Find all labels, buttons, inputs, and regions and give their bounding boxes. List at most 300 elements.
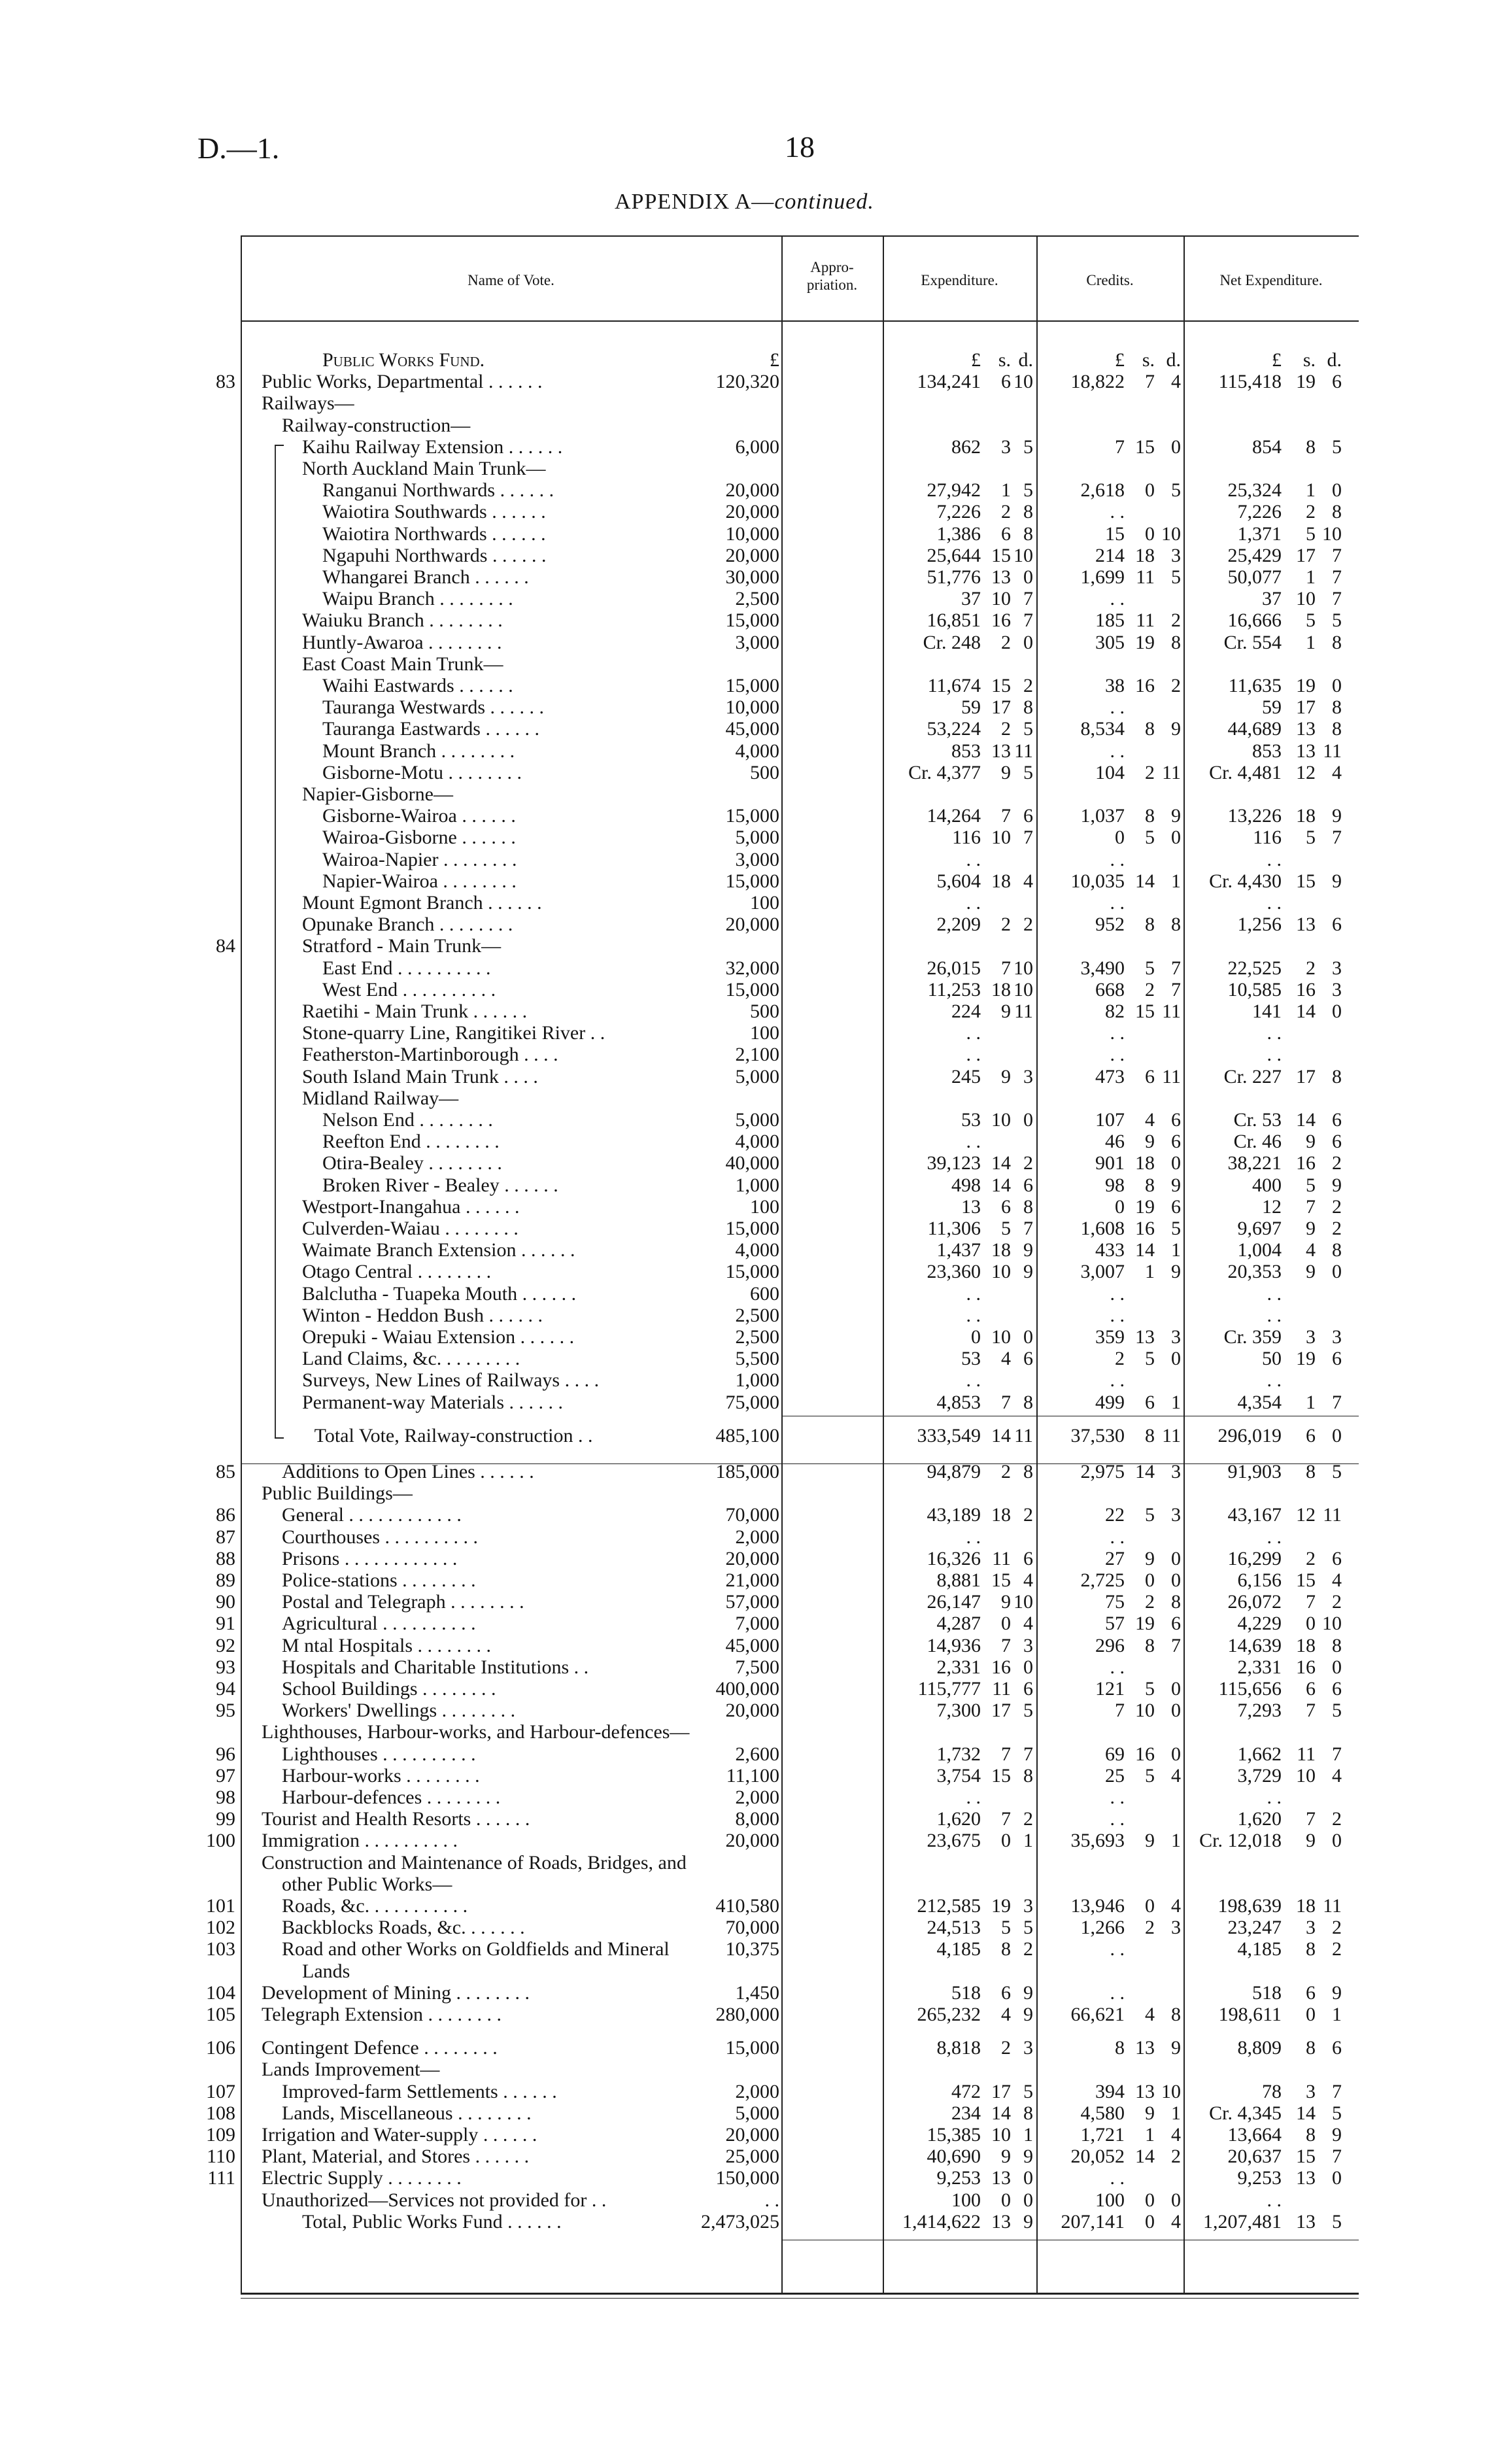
exp-d-value: 0 [1023,1326,1033,1348]
exp-s-value: 19 [991,1895,1011,1917]
approp-value: 485,100 [715,1425,779,1446]
net-value: 13,664 [1227,2124,1282,2146]
cred-s-value: 13 [1135,1326,1155,1348]
table-row [0,502,1498,522]
approp-value: 70,000 [725,1917,779,1938]
exp-s-value: 18 [991,979,1011,1001]
cred-d-value: 7 [1171,1635,1181,1656]
cred-d-value: 2 [1171,2146,1181,2167]
exp-value: . . [966,1787,981,1808]
cred-d-value: d. [1166,349,1181,371]
exp-d-value: 10 [1013,1591,1033,1613]
vote-name: Napier-Wairoa . . . . . . . . [322,870,517,892]
exp-value: 39,123 [927,1152,981,1174]
net-value: 7,226 [1237,501,1282,522]
cred-d-value: 8 [1171,914,1181,935]
table-row [0,762,1498,783]
approp-value: 57,000 [725,1591,779,1613]
cred-s-value: 4 [1145,1109,1155,1131]
net-d-value: 4 [1332,762,1342,783]
vote-name: Public Works, Departmental . . . . . . [262,371,543,392]
exp-d-value: 0 [1023,2189,1033,2211]
cred-value: 2,725 [1080,1569,1125,1591]
approp-value: 21,000 [725,1569,779,1591]
net-d-value: 6 [1332,1109,1342,1131]
exp-d-value: 10 [1013,979,1033,1001]
cred-s-value: 1 [1145,1261,1155,1282]
vote-name: Lighthouses, Harbour-works, and Harbour-defences— [262,1721,690,1743]
cred-value: 20,052 [1070,2146,1125,2167]
approp-value: 1,000 [735,1369,779,1391]
approp-value: 2,000 [735,1787,779,1808]
vote-name: Lands, Miscellaneous . . . . . . . . [282,2102,532,2124]
cred-d-value: 6 [1171,1196,1181,1218]
net-value: . . [1267,1526,1282,1548]
cred-s-value: 10 [1135,1700,1155,1721]
approp-value: 2,500 [735,1305,779,1326]
approp-value: 10,000 [725,523,779,545]
cred-value: 952 [1095,914,1125,935]
approp-value: 2,500 [735,588,779,609]
vote-name: Waimate Branch Extension . . . . . . [302,1239,575,1261]
table-row [0,1896,1498,1917]
net-d-value: d. [1327,349,1342,371]
cred-s-value: 13 [1135,2037,1155,2059]
exp-value: 4,287 [936,1613,981,1634]
col-header-appropriation [781,258,883,294]
net-s-value: 2 [1306,501,1316,522]
vote-name: Wairoa-Gisborne . . . . . . [322,827,516,848]
exp-d-value: 4 [1023,1569,1033,1591]
vote-name: East End . . . . . . . . . . [322,957,491,979]
vote-name: Huntly-Awaroa . . . . . . . . [302,632,502,653]
cred-s-value: 19 [1135,1613,1155,1634]
approp-value: 20,000 [725,1830,779,1851]
exp-value: 14,936 [927,1635,981,1656]
exp-value: 25,644 [927,545,981,566]
net-value: £ [1272,349,1282,371]
cred-value: 901 [1095,1152,1125,1174]
table-row [0,1327,1498,1348]
vote-name: Kaihu Railway Extension . . . . . . [302,436,563,458]
exp-value: 234 [951,2102,981,2124]
net-value: 44,689 [1227,718,1282,740]
exp-d-value: 10 [1013,545,1033,566]
exp-value: 518 [951,1982,981,2004]
exp-value: 498 [951,1174,981,1196]
net-d-value: 11 [1323,740,1342,762]
table-row [0,545,1498,566]
exp-d-value: 10 [1013,957,1033,979]
exp-value: 116 [952,827,981,848]
exp-s-value: 9 [1001,1001,1011,1022]
vote-number: 96 [216,1743,235,1765]
vote-number: 88 [216,1548,235,1569]
exp-value: 11,674 [927,675,981,696]
exp-value: . . [966,1526,981,1548]
cred-d-value: 4 [1171,2124,1181,2146]
net-d-value: 3 [1332,957,1342,979]
exp-s-value: 14 [991,1152,1011,1174]
vote-name: Irrigation and Water-supply . . . . . . [262,2124,537,2146]
table-row [0,697,1498,718]
vote-name: Reefton End . . . . . . . . [322,1131,500,1152]
cred-value: . . [1110,1656,1125,1678]
vote-name: Mount Egmont Branch . . . . . . [302,892,542,914]
table-row [0,1044,1498,1065]
cred-s-value: 18 [1135,545,1155,566]
net-value: 78 [1262,2081,1282,2102]
exp-value: 1,414,622 [902,2211,981,2233]
net-value: Cr. 46 [1233,1131,1282,1152]
vote-number: 97 [216,1765,235,1787]
vote-name: Improved-farm Settlements . . . . . . [282,2081,557,2102]
approp-value: 70,000 [725,1504,779,1526]
net-d-value: 7 [1332,588,1342,609]
approp-value: 600 [750,1283,779,1305]
net-value: 16,666 [1227,609,1282,631]
cred-s-value: 9 [1145,1548,1155,1569]
net-value: 38,221 [1227,1152,1282,1174]
exp-d-value: 5 [1023,436,1033,458]
cred-value: 100 [1095,2189,1125,2211]
table-row [0,589,1498,609]
cred-value: 57 [1105,1613,1125,1634]
cred-value: 394 [1095,2081,1125,2102]
exp-value: 23,675 [927,1830,981,1851]
cred-s-value: 19 [1135,632,1155,653]
cred-value: 0 [1115,1196,1125,1218]
cred-d-value: 0 [1171,2189,1181,2211]
cred-value: 4,580 [1080,2102,1125,2124]
approp-value: 3,000 [735,632,779,653]
exp-s-value: 17 [991,2081,1011,2102]
net-s-value: 1 [1306,632,1316,653]
net-d-value: 8 [1332,696,1342,718]
net-d-value: 7 [1332,1743,1342,1765]
table-row [0,1505,1498,1526]
exp-s-value: 9 [1001,762,1011,783]
exp-d-value: 7 [1023,827,1033,848]
exp-value: . . [966,1305,981,1326]
cred-value: 668 [1095,979,1125,1001]
exp-d-value: 8 [1023,1196,1033,1218]
vote-name: Lands Improvement— [262,2059,440,2080]
cred-d-value: 4 [1171,1895,1181,1917]
approp-value: 400,000 [715,1678,779,1700]
vote-name: other Public Works— [282,1874,452,1895]
exp-value: 23,360 [927,1261,981,1282]
approp-value: 25,000 [725,2146,779,2167]
net-d-value: 7 [1332,2146,1342,2167]
exp-value: . . [966,1022,981,1044]
exp-s-value: 6 [1001,1196,1011,1218]
col-header-credits: Credits. [1086,272,1134,288]
net-s-value: 8 [1306,1938,1316,1960]
approp-value: 15,000 [725,979,779,1001]
cred-d-value: 9 [1171,1261,1181,1282]
table-row [0,1917,1498,1938]
exp-s-value: 2 [1001,632,1011,653]
net-s-value: 1 [1306,479,1316,501]
net-value: . . [1267,1044,1282,1065]
net-value: 296,019 [1217,1425,1282,1446]
vote-name: Ranganui Northwards . . . . . . [322,479,554,501]
appendix-title-main: APPENDIX A— [615,190,775,214]
heading-row [0,654,1498,675]
approp-value: 15,000 [725,1261,779,1282]
cred-s-value: 5 [1145,957,1155,979]
vote-name: Plant, Material, and Stores . . . . . . [262,2146,530,2167]
exp-value: 14,264 [927,805,981,827]
exp-value: . . [966,1131,981,1152]
vote-number: 110 [207,2146,235,2167]
net-s-value: 5 [1306,523,1316,545]
net-value: . . [1267,1022,1282,1044]
net-value: 2,331 [1237,1656,1282,1678]
exp-value: 43,189 [927,1504,981,1526]
vote-name: Agricultural . . . . . . . . . . [282,1613,476,1634]
net-value: 59 [1262,696,1282,718]
vote-name: Midland Railway— [302,1087,459,1109]
exp-s-value: 4 [1001,1348,1011,1369]
net-d-value: 11 [1323,1895,1342,1917]
exp-s-value: 1 [1001,479,1011,501]
table-row [0,1067,1498,1087]
cred-value: 35,693 [1070,1830,1125,1851]
cred-value: 3,007 [1080,1261,1125,1282]
cred-s-value: 9 [1145,1131,1155,1152]
vote-name: Otago Central . . . . . . . . [302,1261,492,1282]
net-s-value: 16 [1296,979,1316,1001]
net-value: 20,637 [1227,2146,1282,2167]
approp-value: 20,000 [725,501,779,522]
net-value: 1,004 [1237,1239,1282,1261]
cred-s-value: 8 [1145,805,1155,827]
net-s-value: 3 [1306,1326,1316,1348]
vote-number: 89 [216,1569,235,1591]
approp-value: 8,000 [735,1808,779,1830]
cred-value: 98 [1105,1174,1125,1196]
cred-s-value: 14 [1135,1461,1155,1482]
heading-row [0,1722,1498,1743]
net-value: . . [1267,849,1282,870]
vote-name: Permanent-way Materials . . . . . . [302,1392,564,1413]
net-d-value: 8 [1332,632,1342,653]
net-value: Cr. 53 [1233,1109,1282,1131]
exp-s-value: 6 [1001,371,1011,392]
table-row [0,1570,1498,1591]
net-d-value: 6 [1332,1348,1342,1369]
vote-name: Backblocks Roads, &c. . . . . . . [282,1917,525,1938]
net-s-value: 8 [1306,2037,1316,2059]
net-value: Cr. 12,018 [1199,1830,1282,1851]
approp-value: 2,600 [735,1743,779,1765]
net-d-value: 2 [1332,1152,1342,1174]
net-s-value: 0 [1306,2004,1316,2025]
net-value: 1,371 [1237,523,1282,545]
net-value: 26,072 [1227,1591,1282,1613]
table-row [0,676,1498,696]
cred-s-value: 6 [1145,1392,1155,1413]
exp-d-value: 7 [1023,1218,1033,1239]
cred-value: . . [1110,1982,1125,2004]
net-s-value: 9 [1306,1218,1316,1239]
cred-s-value: 0 [1145,2189,1155,2211]
net-s-value: 7 [1306,1591,1316,1613]
cred-value: 27 [1105,1548,1125,1569]
exp-value: 862 [951,436,981,458]
exp-d-value: 6 [1023,1348,1033,1369]
net-s-value: 2 [1306,957,1316,979]
table-row [0,1370,1498,1391]
net-d-value: 6 [1332,1678,1342,1700]
net-d-value: 2 [1332,1808,1342,1830]
cred-value: . . [1110,1526,1125,1548]
cred-d-value: 9 [1171,2037,1181,2059]
vote-number: 90 [216,1591,235,1613]
net-value: 50,077 [1227,566,1282,588]
cred-value: 3,490 [1080,957,1125,979]
net-d-value: 0 [1332,1830,1342,1851]
net-s-value: 14 [1296,1109,1316,1131]
net-value: . . [1267,1369,1282,1391]
approp-value: 45,000 [725,718,779,740]
net-s-value: 7 [1306,1808,1316,1830]
exp-d-value: 10 [1013,371,1033,392]
exp-d-value: 8 [1023,1765,1033,1787]
exp-s-value: 15 [991,545,1011,566]
approp-value: 20,000 [725,479,779,501]
net-value: 1,256 [1237,914,1282,935]
header-bottom-rule [241,320,1359,322]
net-s-value: 18 [1296,805,1316,827]
net-value: Cr. 359 [1223,1326,1282,1348]
net-value: 198,639 [1217,1895,1282,1917]
table-row [0,1679,1498,1700]
cred-s-value: 19 [1135,1196,1155,1218]
cred-d-value: 2 [1171,609,1181,631]
cred-d-value: 3 [1171,1504,1181,1526]
cred-d-value: 7 [1171,957,1181,979]
net-value: 91,903 [1227,1461,1282,1482]
exp-d-value: 5 [1023,479,1033,501]
table-row [0,2038,1498,2059]
cred-s-value: 11 [1136,566,1155,588]
exp-s-value: 7 [1001,957,1011,979]
net-value: 4,354 [1237,1392,1282,1413]
exp-value: . . [966,892,981,914]
cred-s-value: 15 [1135,1001,1155,1022]
exp-value: 4,185 [936,1938,981,1960]
approp-value: 4,000 [735,740,779,762]
table-row [0,1261,1498,1282]
heading-row [0,1874,1498,1895]
exp-value: 2,209 [936,914,981,935]
exp-s-value: 10 [991,1326,1011,1348]
net-s-value: 11 [1297,1743,1316,1765]
vote-number: 95 [216,1700,235,1721]
cred-s-value: 18 [1135,1152,1155,1174]
exp-s-value: 2 [1001,501,1011,522]
net-d-value: 5 [1332,1700,1342,1721]
exp-value: 94,879 [927,1461,981,1482]
net-value: Cr. 554 [1223,632,1282,653]
exp-s-value: 2 [1001,718,1011,740]
heading-row [0,1961,1498,1982]
cred-value: . . [1110,501,1125,522]
exp-d-value: 2 [1023,675,1033,696]
net-value: 1,662 [1237,1743,1282,1765]
table-row [0,524,1498,545]
net-value: 6,156 [1237,1569,1282,1591]
cred-s-value: 8 [1145,718,1155,740]
net-value: . . [1267,1305,1282,1326]
vote-name: Road and other Works on Goldfields and Mineral [282,1938,670,1960]
approp-value: 500 [750,762,779,783]
net-value: 37 [1262,588,1282,609]
cred-d-value: 9 [1171,1174,1181,1196]
table-row [0,1809,1498,1830]
net-d-value: 5 [1332,2211,1342,2233]
net-d-value: 6 [1332,2037,1342,2059]
net-d-value: 5 [1332,2102,1342,2124]
exp-d-value: 2 [1023,1808,1033,1830]
net-s-value: 5 [1306,609,1316,631]
approp-value: 100 [750,892,779,914]
cred-value: 2,975 [1080,1461,1125,1482]
vote-name: Whangarei Branch . . . . . . [322,566,529,588]
cred-d-value: 1 [1171,1392,1181,1413]
net-d-value: 6 [1332,914,1342,935]
cred-value: 66,621 [1070,2004,1125,2025]
cred-value: 38 [1105,675,1125,696]
vote-number: 101 [206,1895,235,1917]
vote-name: Lands [302,1960,350,1982]
approp-value: 5,500 [735,1348,779,1369]
exp-s-value: 16 [991,1656,1011,1678]
table-row [0,1635,1498,1656]
exp-s-value: 10 [991,1109,1011,1131]
exp-s-value: 5 [1001,1917,1011,1938]
approp-value: 10,000 [725,696,779,718]
exp-value: 1,732 [936,1743,981,1765]
exp-d-value: 8 [1023,1392,1033,1413]
table-row [0,1657,1498,1678]
net-d-value: 6 [1332,1131,1342,1152]
vote-name: Orepuki - Waiau Extension . . . . . . [302,1326,575,1348]
exp-d-value: 2 [1023,1152,1033,1174]
exp-s-value: 13 [991,2211,1011,2233]
cred-d-value: 8 [1171,1591,1181,1613]
vote-name: Nelson End . . . . . . . . [322,1109,493,1131]
net-s-value: 19 [1296,1348,1316,1369]
net-value: 7,293 [1237,1700,1282,1721]
net-d-value: 5 [1332,609,1342,631]
approp-value: 20,000 [725,545,779,566]
cred-s-value: 15 [1135,436,1155,458]
vote-name: Construction and Maintenance of Roads, Bridges, and [262,1852,687,1874]
approp-value: 40,000 [725,1152,779,1174]
approp-value: 15,000 [725,805,779,827]
exp-d-value: 7 [1023,1743,1033,1765]
cred-d-value: 1 [1171,1239,1181,1261]
approp-value: 15,000 [725,1218,779,1239]
cred-d-value: 0 [1171,1700,1181,1721]
exp-value: 40,690 [927,2146,981,2167]
cred-value: . . [1110,1283,1125,1305]
exp-value: 16,326 [927,1548,981,1569]
